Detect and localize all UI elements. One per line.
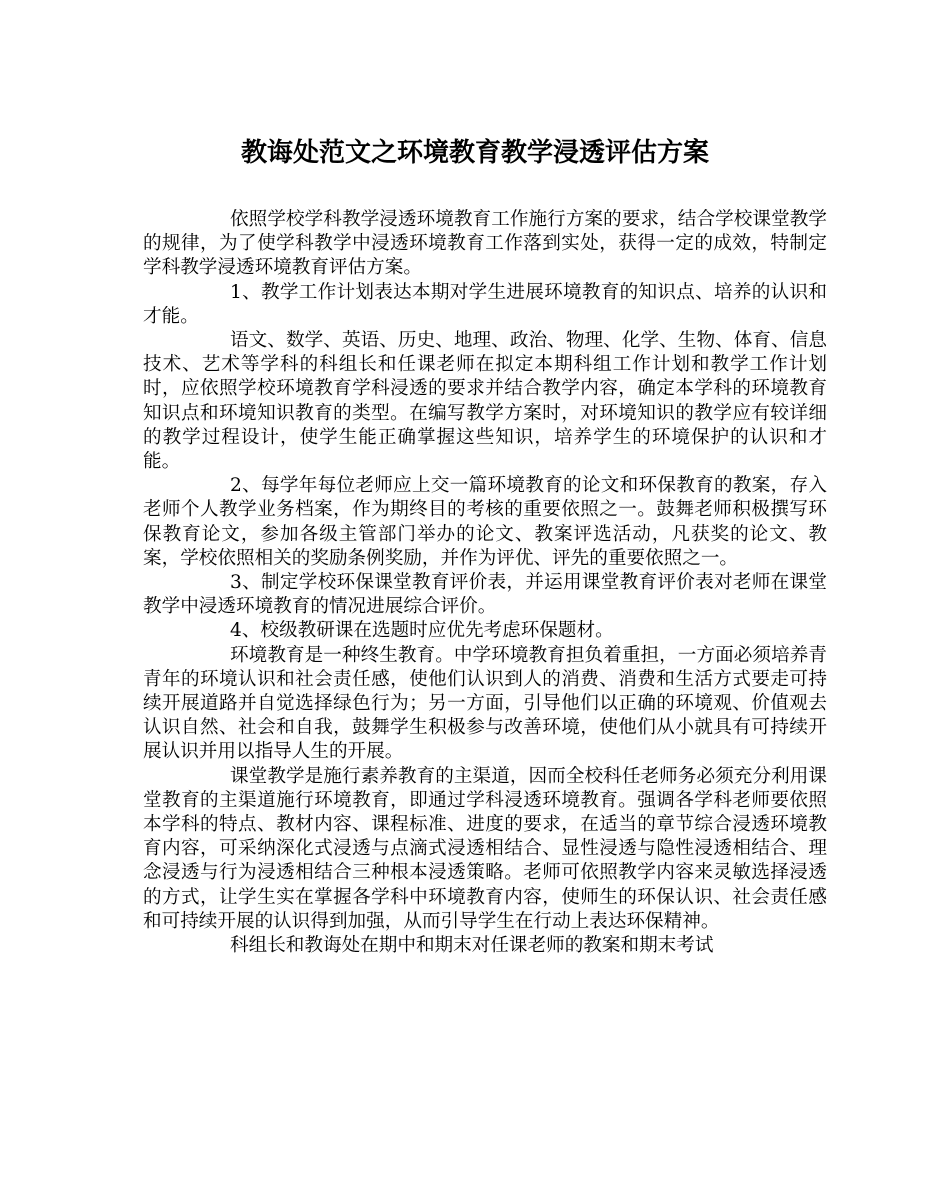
paragraph-item-3: 3、制定学校环保课堂教育评价表，并运用课堂教育评价表对老师在课堂教学中浸透环境教育的情况进展综合评价。 xyxy=(143,572,827,618)
paragraph-lifelong-education: 环境教育是一种终生教育。中学环境教育担负着重担，一方面必须培养青青年的环境认识和社会责任感，使他们认识到人的消费、消费和生活方式要走可持续开展道路并自觉选择绿色行为；另一方面，引导他们以正确的环境观、价值观去认识自然、社会和自我，鼓舞学生积极参与改善环境，使他们从小就具有可持续开展认识并用以指导人生的开展。 xyxy=(143,644,827,763)
paragraph-intro: 依照学校学科教学浸透环境教育工作施行方案的要求，结合学校课堂教学的规律，为了使学科教学中浸透环境教育工作落到实处，获得一定的成效，特制定学科教学浸透环境教育评估方案。 xyxy=(143,209,827,279)
document-body xyxy=(143,208,827,958)
paragraph-item-2: 2、每学年每位老师应上交一篇环境教育的论文和环保教育的教案，存入老师个人教学业务档案，作为期终目的考核的重要依照之一。鼓舞老师积极撰写环保教育论文，参加各级主管部门举办的论文、教案评选活动，凡获奖的论文、教案，学校依照相关的奖励条例奖励，并作为评优、评先的重要依照之一。 xyxy=(143,475,827,569)
paragraph-item-1: 1、教学工作计划表达本期对学生进展环境教育的知识点、培养的认识和才能。 xyxy=(143,281,827,327)
paragraph-subjects: 语文、数学、英语、历史、地理、政治、物理、化学、生物、体育、信息技术、艺术等学科的科组长和任课老师在拟定本期科组工作计划和教学工作计划时，应依照学校环境教育学科浸透的要求并结合教学内容，确定本学科的环境教育知识点和环境知识教育的类型。在编写教学方案时，对环境知识的教学应有较详细的教学过程设计，使学生能正确掌握这些知识，培养学生的环境保护的认识和才能。 xyxy=(143,330,827,473)
paragraph-classroom-teaching: 课堂教学是施行素养教育的主渠道，因而全校科任老师务必须充分利用课堂教育的主渠道施行环境教育，即通过学科浸透环境教育。强调各学科老师要依照本学科的特点、教材内容、课程标准、进度的要求，在适当的章节综合浸透环境教育内容，可采纳深化式浸透与点滴式浸透相结合、显性浸透与隐性浸透相结合、理念浸透与行为浸透相结合三种根本浸透策略。老师可依照教学内容来灵敏选择浸透的方式，让学生实在掌握各学科中环境教育内容，使师生的环保认识、社会责任感和可持续开展的认识得到加强，从而引导学生在行动上表达环保精神。 xyxy=(143,765,827,932)
paragraph-item-4: 4、校级教研课在选题时应优先考虑环保题材。 xyxy=(230,620,614,642)
paragraph-inspection: 科组长和教诲处在期中和期末对任课老师的教案和期末考试 xyxy=(230,935,714,957)
document-title: 教诲处范文之环境教育教学浸透评估方案 xyxy=(240,138,709,168)
